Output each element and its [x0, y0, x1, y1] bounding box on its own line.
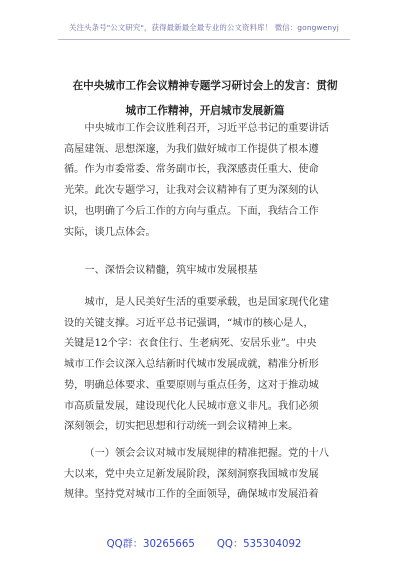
paragraph-intro	[64, 119, 346, 243]
qq-number: QQ：535304092	[216, 539, 302, 550]
text-line: 市高质量发展，建设现代化人民城市意义非凡。我们必须	[64, 400, 319, 412]
header-promo-note: 关注头条号"公文研究"，获得最新最全最专业的公文资料库！ 微信：gongwenyj	[69, 23, 339, 32]
text-line: 设的关键支撑。习近平总书记强调，“城市的核心是人，	[64, 317, 314, 329]
text-line: 高屋建瓴、思想深邃，为我们做好城市工作提供了根本遵	[64, 143, 319, 155]
paragraph-subsection-1	[64, 444, 346, 506]
text-line: 势，明确总体要求、重要原则与重点任务，这对于推动城	[64, 379, 319, 391]
title-line: 城市工作精神，开启城市发展新篇	[125, 105, 285, 117]
qq-group-number: QQ群：30265665	[106, 539, 195, 550]
text-line: 实际，谈几点体会。	[64, 226, 156, 238]
text-line: 中央城市工作会议胜利召开，习近平总书记的重要讲话	[84, 123, 329, 134]
title-line: 在中央城市工作会议精神专题学习研讨会上的发言：贯彻	[72, 80, 338, 92]
text-line: （一）领会会议对城市发展规律的精准把握。党的十八	[84, 448, 329, 459]
text-line: 大以来，党中央立足新发展阶段，深刻洞察我国城市发展	[64, 468, 319, 480]
text-line: 城市，是人民美好生活的重要承载，也是国家现代化建	[84, 297, 329, 308]
text-line: 规律。坚持党对城市工作的全面领导，确保城市发展沿着	[64, 489, 319, 501]
text-line: 关键是12个字：衣食住行、生老病死、安居乐业”。中央	[64, 338, 317, 350]
heading-text: 一、深悟会议精髓，筑牢城市发展根基	[84, 265, 258, 276]
header-divider	[58, 39, 350, 40]
text-line: 城市工作会议深入总结新时代城市发展成就，精准分析形	[64, 359, 319, 371]
text-line: 识，也明确了今后工作的方向与重点。下面，我结合工作	[64, 205, 319, 217]
footer-contact	[0, 535, 408, 550]
text-line: 光荣。此次专题学习，让我对会议精神有了更为深刻的认	[64, 185, 319, 197]
text-line: 深刻领会，切实把思想和行动统一到会议精神上来。	[64, 421, 299, 433]
paragraph-section-1	[64, 293, 346, 438]
section-heading-1	[64, 261, 346, 282]
text-line: 循。作为市委常委、常务副市长，我深感责任重大、使命	[64, 164, 319, 176]
document-title	[64, 74, 346, 124]
